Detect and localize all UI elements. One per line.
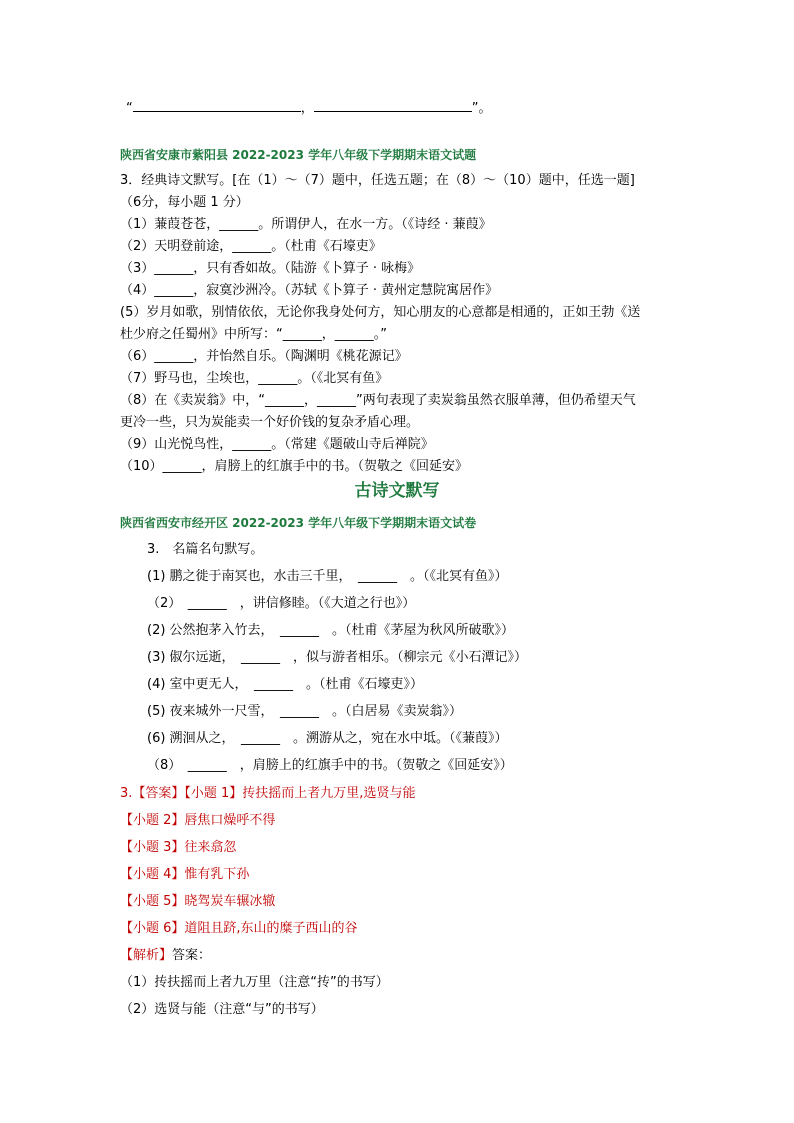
section1-line: （4）______，寂寞沙洲冷。（苏轼《卜算子 · 黄州定慧院寓居作》	[120, 283, 499, 298]
analysis-tag: 【解析】	[120, 948, 173, 963]
answer-line: 【小题 3】往来翕忽	[120, 840, 237, 855]
open-quote: “	[126, 101, 133, 116]
section1-line: （6）______，并怡然自乐。（陶渊明《桃花源记》	[120, 349, 408, 364]
blank-1	[133, 97, 301, 112]
comma: ，	[300, 101, 314, 116]
section2-source: 陕西省西安市经开区 2022-2023 学年八年级下学期期末语文试卷	[120, 516, 477, 530]
section1-line: （7）野马也，尘埃也，______。（《北冥有鱼》	[120, 371, 389, 386]
section2-line: (3) 俶尔远逝， ______ ，似与游者相乐。（柳宗元《小石潭记》）	[147, 650, 528, 665]
answer-line: 【小题 4】惟有乳下孙	[120, 867, 250, 882]
answer-line: 【小题 2】唇焦口燥呼不得	[120, 813, 276, 828]
section1-line: （10）______，肩膀上的红旗手中的书。（贺敬之《回延安》	[120, 459, 469, 474]
section-heading: 古诗文默写	[354, 481, 440, 501]
section2-line: (5) 夜来城外一尺雪， ______ 。（白居易《卖炭翁》）	[147, 704, 463, 719]
section1-line: 杜少府之任蜀州》中所写：“______，______。”	[120, 327, 387, 342]
section2-line: 3. 名篇名句默写。	[147, 542, 264, 557]
section1-line: 更冷一些，只为炭能卖一个好价钱的复杂矛盾心理。	[120, 415, 420, 430]
section2-line: (6) 溯洄从之， ______ 。溯游从之，宛在水中坻。（《蒹葭》）	[147, 731, 508, 746]
section1-line: （8）在《卖炭翁》中，“______，______”两句表现了卖炭翁虽然衣服单薄，但仍希望天气	[120, 393, 636, 408]
blank-2	[314, 97, 472, 112]
section2-line: （2） ______ ，讲信修睦。（《大道之行也》）	[147, 596, 416, 611]
answer-line: 【小题 5】晓驾炭车辗冰辙	[120, 894, 276, 909]
section2-line: （8） ______ ，肩膀上的红旗手中的书。（贺敬之《回延安》）	[147, 758, 513, 773]
analysis-line: 【解析】答案：	[120, 948, 212, 963]
section2-line: (4) 室中更无人， ______ 。（杜甫《石壕吏》）	[147, 677, 424, 692]
answer-blank-line	[126, 97, 492, 118]
close-quote: ”。	[471, 101, 492, 116]
section1-line: （3）______，只有香如故。（陆游《卜算子 · 咏梅》	[120, 261, 421, 276]
section1-source: 陕西省安康市紫阳县 2022-2023 学年八年级下学期期末语文试题	[120, 148, 477, 162]
section1-line: （9）山光悦鸟性，______。（常建《题破山寺后禅院》	[120, 437, 434, 452]
answer-line: 【小题 6】道阻且跻,东山的糜子西山的谷	[120, 921, 358, 936]
answer-line: 3.【答案】【小题 1】抟扶摇而上者九万里,选贤与能	[120, 786, 416, 801]
section1-line: （6分，每小题 1 分）	[120, 195, 249, 210]
section1-line: 3．经典诗文默写。[在（1）～（7）题中，任选五题；在（8）～（10）题中，任选一题]	[120, 173, 635, 188]
section2-line: (2) 公然抱茅入竹去， ______ 。（杜甫《茅屋为秋风所破歌》）	[147, 623, 515, 638]
section1-line: （2）天明登前途，______。（杜甫《石壕吏》	[120, 239, 382, 254]
section1-line: (5）岁月如歌，别情依依，无论你我身处何方，知心朋友的心意都是相通的，正如王勃《送	[120, 305, 641, 320]
analysis-line: （1）抟扶摇而上者九万里（注意“抟”的书写）	[120, 975, 389, 990]
section1-line: （1）蒹葭苍苍，______。所谓伊人，在水一方。（《诗经 · 蒹葭》	[120, 217, 492, 232]
analysis-line: （2）选贤与能（注意“与”的书写）	[120, 1002, 324, 1017]
section2-line: (1) 鹏之徙于南冥也，水击三千里， ______ 。（《北冥有鱼》）	[147, 569, 508, 584]
